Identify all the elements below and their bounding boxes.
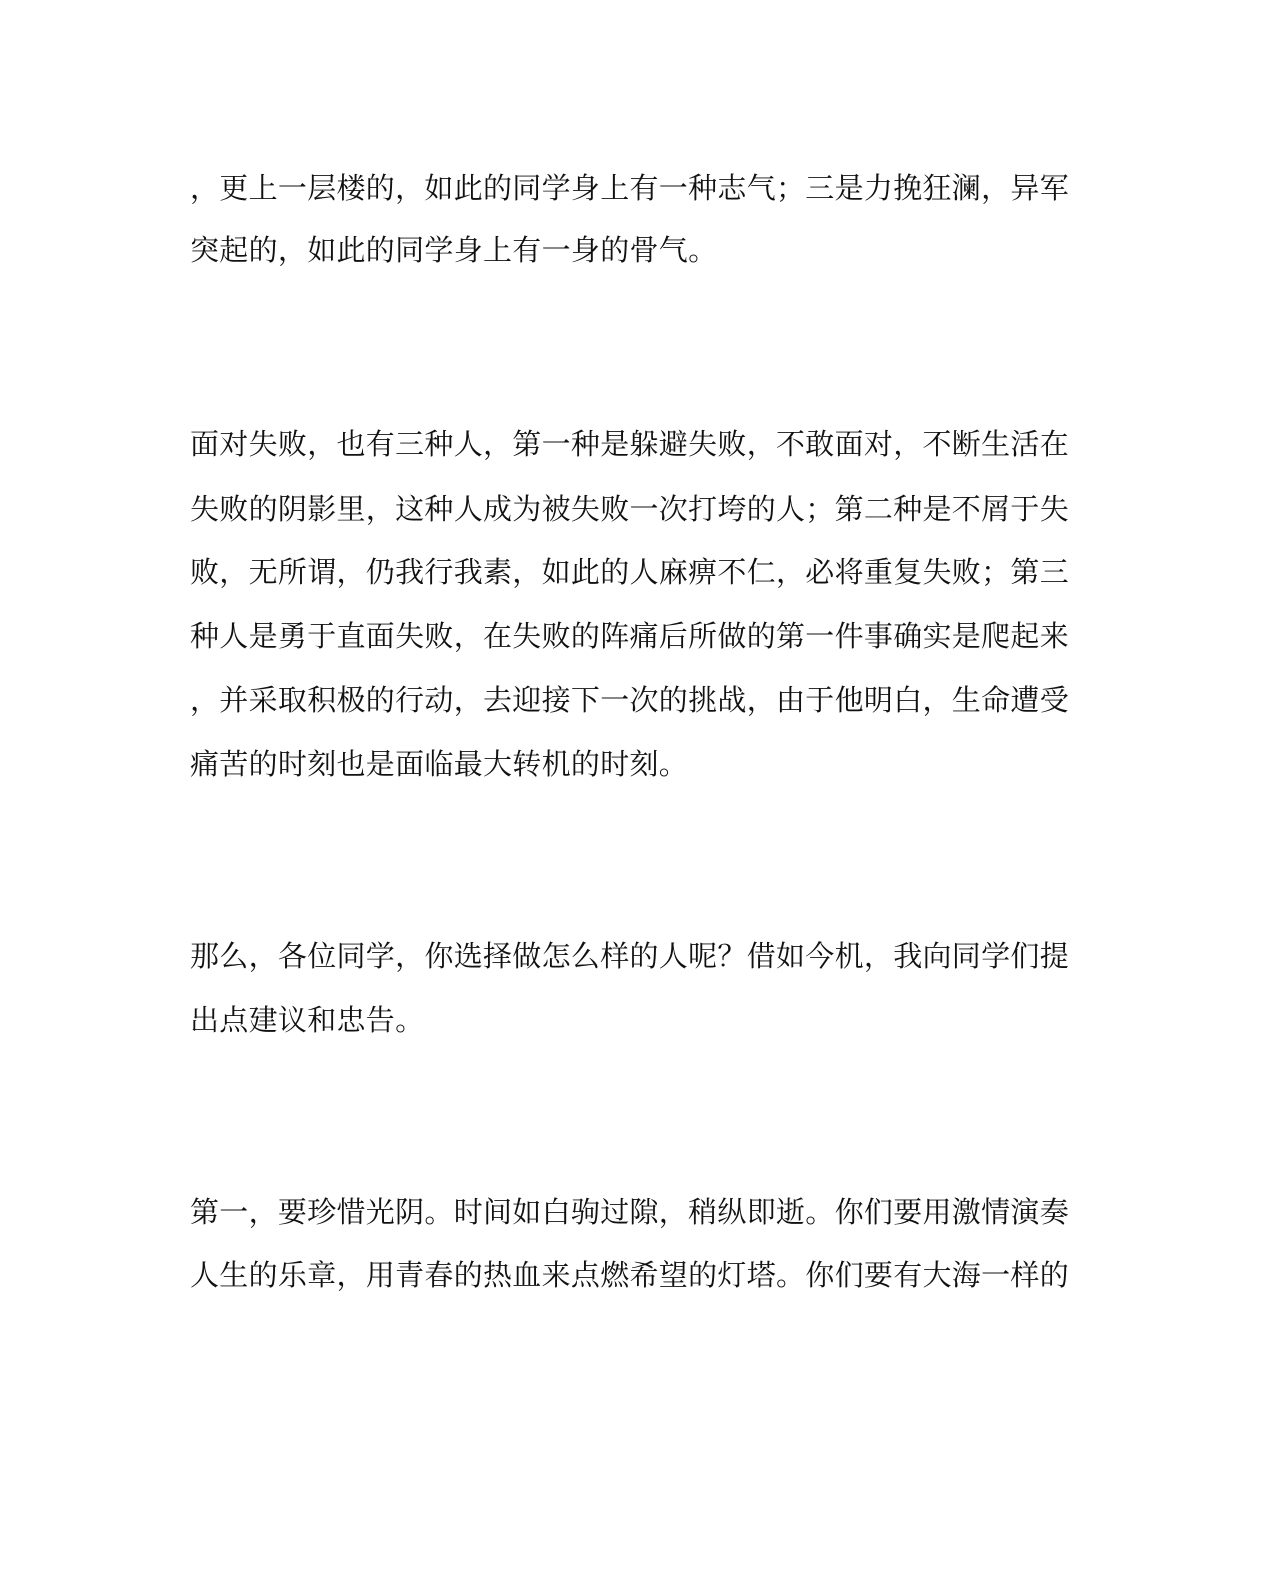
text-line: 面对失败，也有三种人，第一种是躲避失败，不敢面对，不断生活在 [190, 427, 1070, 461]
text-line: 出点建议和忠告。 [190, 1003, 425, 1037]
text-line: 败，无所谓，仍我行我素，如此的人麻痹不仁，必将重复失败；第三 [190, 555, 1070, 589]
text-line: ，更上一层楼的，如此的同学身上有一种志气；三是力挽狂澜，异军 [190, 171, 1070, 205]
text-line: 第一，要珍惜光阴。时间如白驹过隙，稍纵即逝。你们要用激情演奏 [190, 1195, 1070, 1229]
text-line: 痛苦的时刻也是面临最大转机的时刻。 [190, 747, 689, 781]
text-line: ，并采取积极的行动，去迎接下一次的挑战，由于他明白，生命遭受 [190, 683, 1070, 717]
text-line: 那么，各位同学，你选择做怎么样的人呢？借如今机，我向同学们提 [190, 939, 1070, 973]
text-line: 人生的乐章，用青春的热血来点燃希望的灯塔。你们要有大海一样的 [190, 1258, 1070, 1292]
text-line: 突起的，如此的同学身上有一身的骨气。 [190, 233, 718, 267]
text-line: 种人是勇于直面失败，在失败的阵痛后所做的第一件事确实是爬起来 [190, 619, 1070, 653]
text-line: 失败的阴影里，这种人成为被失败一次打垮的人；第二种是不屑于失 [190, 492, 1070, 526]
